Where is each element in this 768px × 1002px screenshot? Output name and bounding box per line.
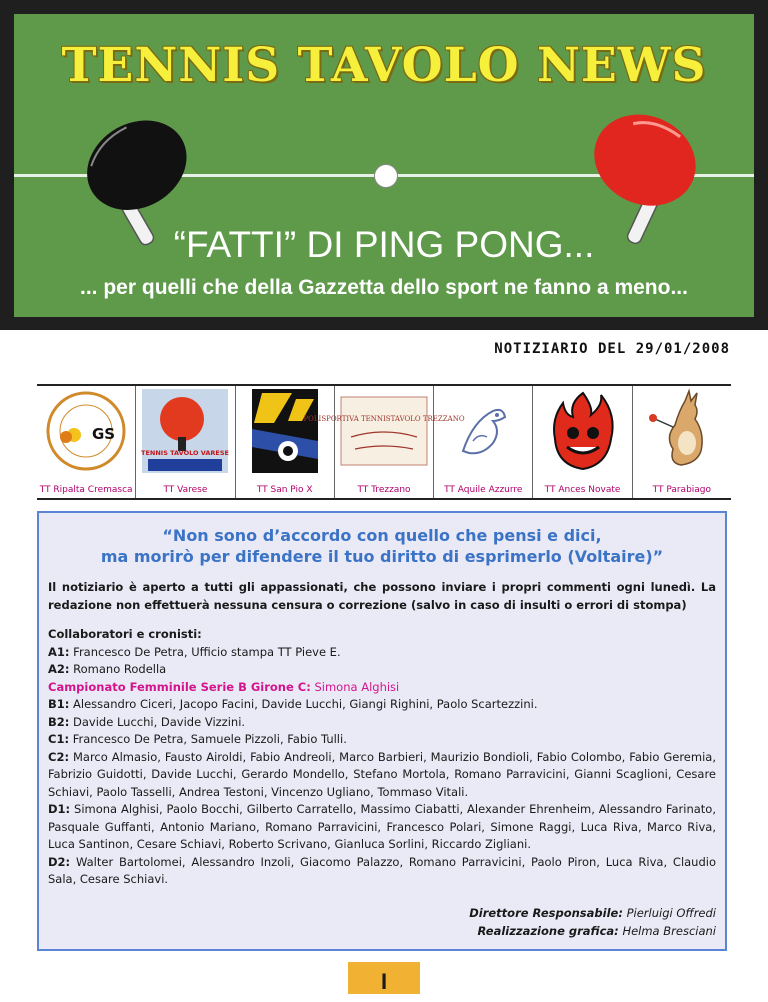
collab-row-a2: A2: Romano Rodella — [48, 662, 167, 676]
varese-logo-icon — [142, 389, 228, 473]
ripalta-logo-icon — [44, 389, 128, 473]
club-label: TT Varese — [163, 485, 208, 495]
club-label: TT San Pio X — [256, 485, 313, 495]
trezzano-logo-text: POLISPORTIVA TENNISTAVOLO TREZZANO — [303, 415, 465, 423]
collab-row-c2: C2: Marco Almasio, Fausto Airoldi, Fabio Andreoli, Marco Barbieri, Maurizio Bondioli, Fabio Colombo, Fabio Geremia, Fabrizio Guidotti, Davide Lucchi, Gerardo Mondello, Stefano Mortola, Romano Parravicini, Gianni Scaglioni, Cesare Schiavi, Paolo Tasselli, Andrea Testoni, Vincenzo Ugliano, Tommaso Vitali. — [48, 749, 716, 799]
parabiago-kangaroo-icon — [645, 389, 719, 473]
collab-row-d1: D1: Simona Alghisi, Paolo Bocchi, Gilberto Carratello, Massimo Ciabatti, Alexander Ehrenheim, Alessandro Farinato, Pasquale Guffanti, Antonio Mariano, Romano Parravicini, Francesco Polari, Simone Raggi, Luca Riva, Marco Riva, Luca Santinon, Cesare Schiavi, Roberto Scrivano, Gianluca Sorlini, Riccardo Zigliani. — [48, 802, 716, 851]
club-label: TT Ances Novate — [544, 485, 621, 495]
issue-date: NOTIZIARIO DEL 29/01/2008 — [494, 341, 730, 357]
club-logo-aquile[interactable] — [434, 386, 533, 498]
club-label: TT Ripalta Cremasca — [39, 485, 133, 495]
club-logo-ances[interactable] — [533, 386, 632, 498]
ripalta-logo-text: GS — [92, 425, 116, 443]
ances-fire-icon — [545, 389, 621, 473]
subheadline: ... per quelli che della Gazzetta dello sport ne fanno a meno... — [80, 276, 688, 299]
collaborators-heading: Collaboratori e cronisti: — [48, 627, 202, 641]
collab-row-a1: A1: Francesco De Petra, Ufficio stampa TT Pieve E. — [48, 644, 341, 659]
club-logo-varese[interactable] — [136, 386, 235, 498]
collaborators-list — [48, 626, 716, 889]
ball-icon — [374, 164, 398, 188]
aquile-eagle-icon — [443, 391, 523, 471]
page-number-tab: I — [348, 962, 420, 994]
collab-row-d2: D2: Walter Bartolomei, Alessandro Inzoli, Giacomo Palazzo, Romano Parravicini, Paolo Piron, Luca Riva, Claudio Sala, Cesare Schiavi. — [48, 854, 717, 886]
masthead-title: TENNIS TAVOLO NEWS — [61, 38, 707, 93]
header-banner — [0, 0, 768, 330]
club-logo-parabiago[interactable] — [633, 386, 731, 498]
graphics-credit: Realizzazione grafica: Helma Bresciani — [477, 924, 716, 938]
collab-row-femminile: Campionato Femminile Serie B Girone C: Simona Alghisi — [48, 679, 400, 694]
quote-line-1: “Non sono d’accordo con quello che pensi e dici, — [162, 526, 602, 545]
sanpio-logo-icon — [252, 389, 318, 473]
club-label: TT Parabiago — [652, 485, 712, 495]
collab-row-c1: C1: Francesco De Petra, Samuele Pizzoli, Fabio Tulli. — [48, 732, 347, 746]
collab-row-b2: B2: Davide Lucchi, Davide Vizzini. — [48, 714, 246, 729]
quote-line-2: ma morirò per difendere il tuo diritto di esprimerlo (Voltaire)” — [100, 547, 664, 566]
credits — [469, 904, 716, 940]
club-label: TT Aquile Azzurre — [444, 485, 523, 495]
varese-logo-text: TENNIS TAVOLO VARESE — [141, 449, 230, 457]
intro-text: Il notiziario è aperto a tutti gli appassionati, che possono inviare i propri commenti ogni lunedì. La redazione non effettuerà nessuna censura o correzione (salvo in caso di insulti o errori di stompa) — [48, 580, 716, 612]
headline: “FATTI” DI PING PONG... — [173, 224, 595, 265]
collab-row-b1: B1: Alessandro Ciceri, Jacopo Facini, Davide Lucchi, Giangi Righini, Paolo Scartezzini. — [48, 697, 538, 711]
club-label: TT Trezzano — [357, 485, 411, 495]
trezzano-logo-icon — [303, 397, 465, 465]
club-logo-ripalta[interactable] — [37, 386, 136, 498]
info-box — [37, 511, 727, 951]
table-tennis-field — [14, 14, 754, 317]
club-logo-trezzano[interactable] — [303, 386, 465, 498]
club-logos-strip — [37, 384, 731, 500]
voltaire-quote — [48, 525, 716, 567]
club-logo-sanpio[interactable] — [236, 386, 335, 498]
director-credit: Direttore Responsabile: Pierluigi Offredi — [469, 906, 716, 920]
